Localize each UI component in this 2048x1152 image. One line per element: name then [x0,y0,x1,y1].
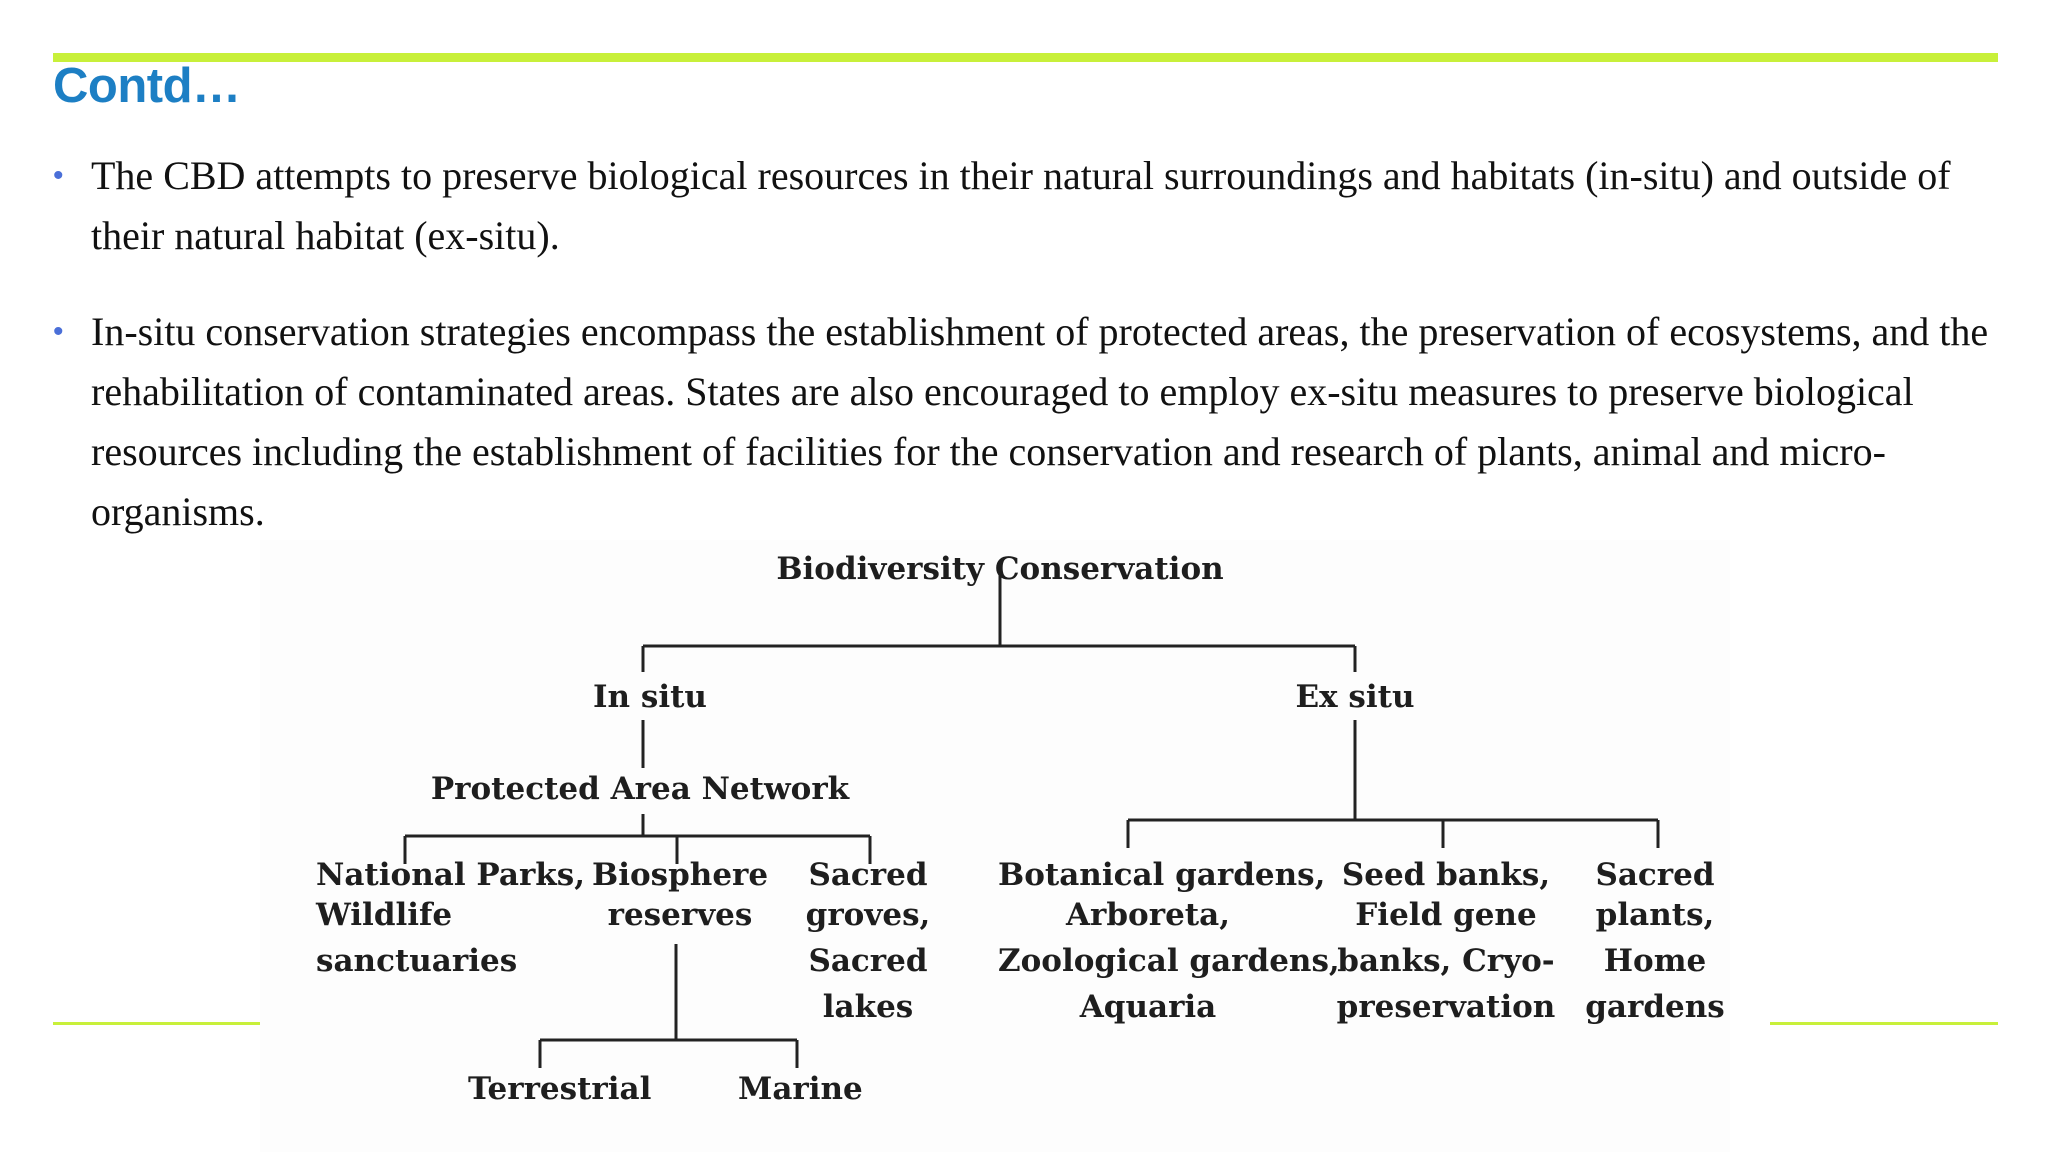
root-node: Biodiversity Conservation [776,551,1224,587]
bullet-text: The CBD attempts to preserve biological resources in their natural surroundings and habitats (in-situ) and outside of their natural habitat (ex-situ). [91,153,1951,258]
right-accent-line [1770,1022,1998,1025]
in-situ-node: In situ [593,679,707,715]
botanical-gardens-node: Botanical gardens, Arboreta, Zoological gardens, Aquaria [998,857,1340,1025]
bullet-list [53,146,2003,578]
left-accent-line [53,1022,278,1025]
bullet-item [53,146,2003,266]
terrestrial-node: Terrestrial [468,1071,652,1107]
bullet-item [53,302,2003,542]
marine-node: Marine [738,1071,863,1107]
conservation-tree-diagram [260,540,1730,1152]
bullet-text: In-situ conservation strategies encompass the establishment of protected areas, the preservation of ecosystems, and the rehabilitation of contaminated areas. States are also encouraged to employ ex-situ measures to preserve biological resources including the establishment of facilities for the conservation and research of plants, animal and micro-organisms. [91,309,1989,534]
bullet-icon: • [53,315,64,348]
national-parks-node: National Parks, Wildlife sanctuaries [316,857,586,979]
sacred-plants-node: Sacred plants, Home gardens [1585,857,1725,1025]
protected-area-network-node: Protected Area Network [430,771,850,807]
tree-connectors [260,540,1730,1152]
slide-title: Contd… [53,59,241,113]
biosphere-reserves-node: Biosphere reserves [592,857,769,933]
bullet-icon: • [53,159,64,192]
top-accent-bar [53,53,1998,62]
seed-banks-node: Seed banks, Field gene banks, Cryo- preservation [1336,857,1556,1025]
ex-situ-node: Ex situ [1295,679,1415,715]
sacred-groves-node: Sacred groves, Sacred lakes [805,857,931,1025]
